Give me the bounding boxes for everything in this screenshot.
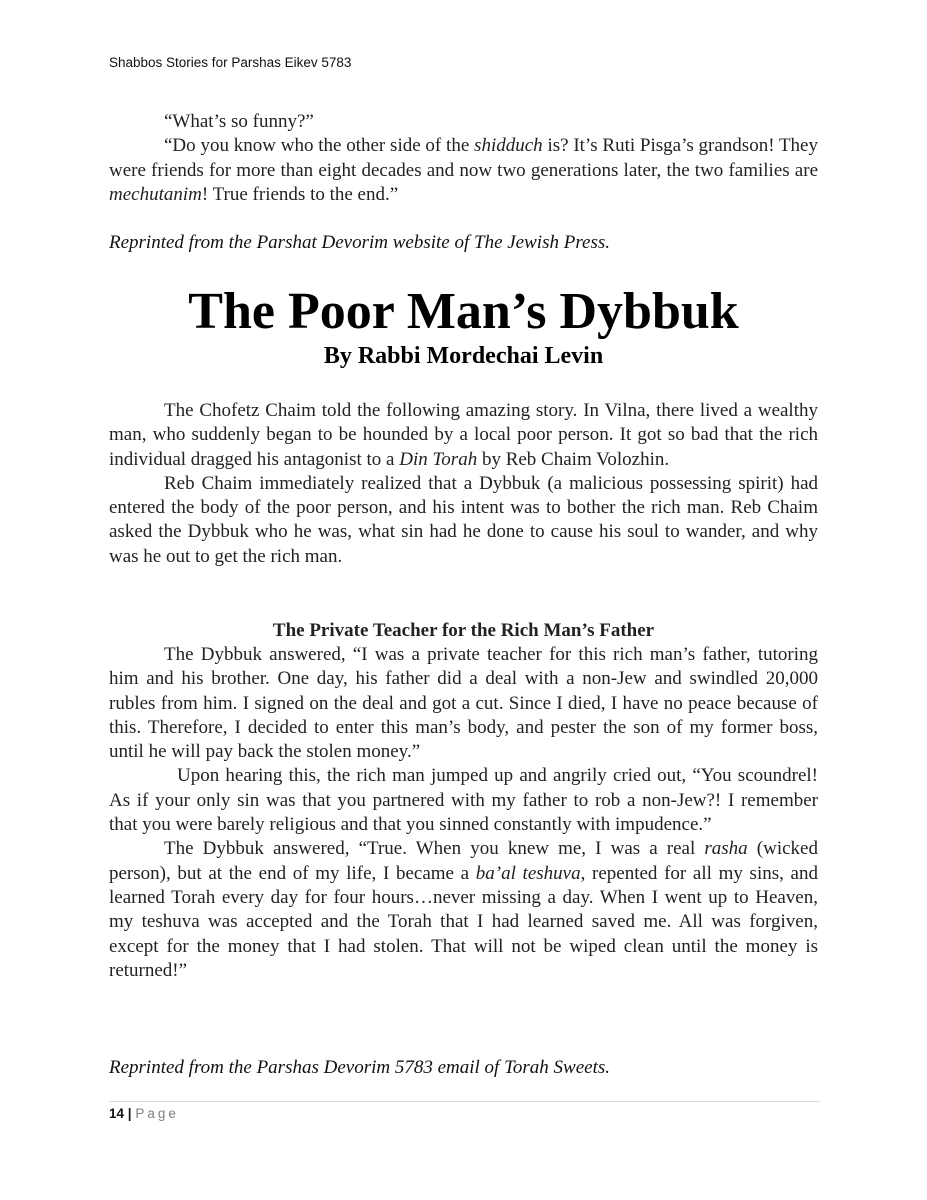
text-span: , repented for all my sins, and learned Torah every day for four hours…never missing a day. When I went up to Heaven, my teshuva was accepted and the Torah that I had learned saved me. All was forgiven, except for the money that I had stolen. That will not be wiped clean until the money is returned!” [109, 862, 818, 981]
page-footer [109, 1106, 179, 1121]
article-paragraph-3: The Dybbuk answered, “I was a private teacher for this rich man’s father, tutoring him and his brother. One day, his father did a deal with a non-Jew and swindled 20,000 rubles from him. I signed on the deal and got a cut. Since I died, I have no peace because of this. Therefore, I decided to enter this man’s body, and pester the son of my former boss, until he will pay back the stolen money.” [109, 644, 818, 763]
italic-term: mechutanim [109, 183, 202, 205]
footer-divider [109, 1101, 820, 1102]
italic-term: ba’al teshuva [475, 862, 581, 884]
text-span: ! True friends to the end.” [201, 183, 399, 205]
text-span: by Reb Chaim Volozhin. [477, 448, 670, 470]
footer-separator: | [127, 1106, 132, 1121]
article-paragraph-5 [109, 837, 818, 983]
text-span: The Chofetz Chaim told the following amazing story. In Vilna, there lived a wealthy man, who suddenly began to be hounded by a local poor person. It got so bad that the rich individual dragged his antagonist to a [109, 400, 818, 470]
italic-term: Din Torah [399, 448, 478, 470]
article-paragraph-1 [109, 399, 818, 472]
italic-term: rasha [704, 838, 748, 860]
article-paragraph-4: Upon hearing this, the rich man jumped up and angrily cried out, “You scoundrel! As if your only sin was that you partnered with my father to rob a non-Jew?! I remember that you were barely religious and that you sinned constantly with impudence.” [109, 765, 818, 836]
intro-section [109, 110, 818, 207]
article-byline: By Rabbi Mordechai Levin [323, 343, 604, 369]
article-body-part-2 [109, 643, 818, 983]
italic-term: shidduch [474, 135, 543, 157]
page-number: 14 [109, 1106, 125, 1121]
page-label: Page [135, 1106, 179, 1121]
text-span: (wicked person), but at the end of my life, I became a [109, 838, 818, 884]
intro-paragraph-1: “What’s so funny?” [164, 111, 314, 132]
text-span: “Do you know who the other side of the [164, 135, 475, 157]
intro-paragraph-2 [109, 134, 818, 207]
article-title: The Poor Man’s Dybbuk [188, 283, 739, 340]
article-paragraph-2: Reb Chaim immediately realized that a Dybbuk (a malicious possessing spirit) had entered the body of the poor person, and his intent was to bother the rich man. Reb Chaim asked the Dybbuk who he was, what sin had he done to cause his soul to wander, and why was he out to get the rich man. [109, 472, 818, 567]
text-span: The Dybbuk answered, “True. When you knew me, I was a real [164, 838, 705, 860]
running-header: Shabbos Stories for Parshas Eikev 5783 [109, 55, 352, 70]
article-reprint-note: Reprinted from the Parshas Devorim 5783 email of Torah Sweets. [109, 1057, 611, 1078]
section-subheading: The Private Teacher for the Rich Man’s Father [272, 620, 655, 641]
text-span: is? It’s Ruti Pisga’s grandson! They were friends for more than eight decades and now two generations later, the two families are [109, 135, 818, 181]
intro-reprint-note: Reprinted from the Parshat Devorim website of The Jewish Press. [109, 232, 610, 253]
article-body-part-1 [109, 399, 818, 569]
